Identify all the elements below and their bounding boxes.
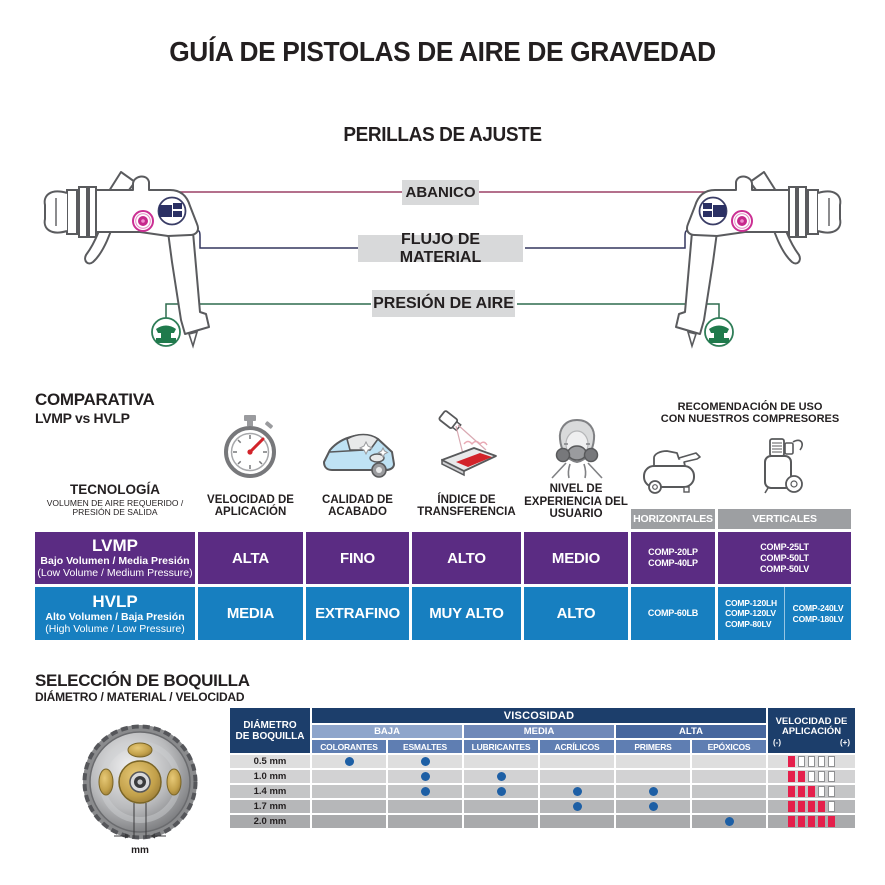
lvmp-indice-cell: ALTO: [412, 532, 521, 584]
application-speed-cell: [768, 755, 855, 768]
material-compatibility-cell: [312, 770, 386, 783]
material-compatibility-cell: [692, 815, 766, 828]
nozzle-diameter: 1.0 mm: [230, 770, 310, 783]
hvlp-horizontales-cell: COMP-60LB: [631, 587, 715, 640]
speed-bar-icon: [818, 786, 825, 797]
material-header: LUBRICANTES: [464, 740, 538, 753]
speed-bar-icon: [818, 771, 825, 782]
material-compatibility-cell: [692, 800, 766, 813]
lvmp-velocidad-cell: ALTA: [198, 532, 303, 584]
comparativa-subheading: LVMP vs HVLP: [35, 410, 130, 426]
velocity-minus: (-): [773, 737, 781, 747]
hvlp-verticales-cell: [718, 587, 851, 640]
hvlp-indice-cell: MUY ALTO: [412, 587, 521, 640]
nozzle-photo: [68, 712, 212, 852]
material-compatibility-cell: [388, 755, 462, 768]
application-speed-cell: [768, 770, 855, 783]
material-compatibility-cell: [540, 815, 614, 828]
material-header: ACRÍLICOS: [540, 740, 614, 753]
speed-bar-icon: [808, 756, 815, 767]
speed-bar-icon: [798, 786, 805, 797]
nozzle-row: [230, 815, 855, 828]
respirator-mask-icon: [548, 416, 606, 480]
material-compatibility-cell: [464, 755, 538, 768]
speed-bar-icon: [808, 786, 815, 797]
nozzle-selection-table: [228, 706, 857, 830]
hvlp-verticales-group-b: COMP-240LV COMP-180LV: [784, 587, 851, 640]
compatibility-dot-icon: [573, 787, 582, 796]
col-header-velocidad: VELOCIDAD DE APLICACIÓN: [207, 493, 294, 518]
col-header-nivel: NIVEL DE EXPERIENCIA DEL USUARIO: [524, 483, 628, 521]
hvlp-nivel-cell: ALTO: [524, 587, 628, 640]
compatibility-dot-icon: [345, 757, 354, 766]
material-compatibility-cell: [312, 800, 386, 813]
velocity-plus: (+): [840, 737, 850, 747]
speed-bar-icon: [788, 801, 795, 812]
speed-bar-icon: [808, 801, 815, 812]
boquilla-heading: SELECCIÓN DE BOQUILLA: [35, 671, 250, 690]
speed-bar-icon: [788, 771, 795, 782]
col-header-tecnologia: TECNOLOGÍA VOLUMEN DE AIRE REQUERIDO / PRESIÓN DE SALIDA: [46, 482, 184, 517]
material-compatibility-cell: [388, 800, 462, 813]
speed-bar-icon: [828, 786, 835, 797]
speed-bar-icon: [828, 756, 835, 767]
col-header-calidad: CALIDAD DE ACABADO: [322, 493, 393, 518]
speed-bar-icon: [808, 816, 815, 827]
speed-bar-icon: [798, 801, 805, 812]
application-speed-cell: [768, 815, 855, 828]
nozzle-row: [230, 785, 855, 798]
material-compatibility-cell: [540, 785, 614, 798]
material-compatibility-cell: [464, 815, 538, 828]
spray-test-icon: [434, 410, 500, 478]
material-compatibility-cell: [616, 755, 690, 768]
material-compatibility-cell: [616, 785, 690, 798]
viscosity-group-media: MEDIA: [464, 725, 614, 738]
hvlp-verticales-group-a: COMP-120LH COMP-120LV COMP-80LV: [725, 597, 777, 629]
nozzle-row: [230, 800, 855, 813]
speed-bar-icon: [808, 771, 815, 782]
diameter-corner-header: DIÁMETRO DE BOQUILLA: [230, 708, 310, 753]
compatibility-dot-icon: [497, 772, 506, 781]
comparativa-heading: COMPARATIVA: [35, 390, 155, 409]
abanico-label: ABANICO: [402, 180, 479, 205]
nozzle-row: [230, 755, 855, 768]
material-compatibility-cell: [540, 800, 614, 813]
speed-bar-icon: [818, 816, 825, 827]
speed-bar-icon: [828, 801, 835, 812]
material-compatibility-cell: [464, 770, 538, 783]
material-compatibility-cell: [616, 815, 690, 828]
compatibility-dot-icon: [421, 757, 430, 766]
compatibility-dot-icon: [649, 787, 658, 796]
speed-bar-icon: [828, 771, 835, 782]
presion-aire-label: PRESIÓN DE AIRE: [372, 290, 515, 317]
material-compatibility-cell: [464, 800, 538, 813]
material-compatibility-cell: [616, 800, 690, 813]
material-compatibility-cell: [692, 755, 766, 768]
speed-bar-icon: [788, 816, 795, 827]
speed-bar-icon: [798, 756, 805, 767]
boquilla-subheading: DIÁMETRO / MATERIAL / VELOCIDAD: [35, 690, 245, 704]
viscosity-group-baja: BAJA: [312, 725, 462, 738]
application-speed-cell: [768, 785, 855, 798]
material-compatibility-cell: [312, 755, 386, 768]
speed-bar-icon: [818, 801, 825, 812]
hvlp-velocidad-cell: MEDIA: [198, 587, 303, 640]
mm-label: mm: [131, 845, 149, 856]
velocity-title: VELOCIDAD DE APLICACIÓN: [775, 715, 848, 737]
compatibility-dot-icon: [573, 802, 582, 811]
lvmp-nivel-cell: MEDIO: [524, 532, 628, 584]
hvlp-calidad-cell: EXTRAFINO: [306, 587, 409, 640]
compatibility-dot-icon: [725, 817, 734, 826]
spray-gun-left-illustration: [45, 172, 209, 346]
material-compatibility-cell: [540, 770, 614, 783]
car-icon: [320, 424, 398, 478]
stopwatch-icon: [221, 414, 279, 480]
nozzle-diameter: 2.0 mm: [230, 815, 310, 828]
perillas-heading: PERILLAS DE AJUSTE: [343, 124, 542, 146]
speed-bar-icon: [788, 786, 795, 797]
compatibility-dot-icon: [421, 772, 430, 781]
col-header-verticales: VERTICALES: [718, 509, 851, 529]
application-speed-cell: [768, 800, 855, 813]
nozzle-diameter: 0.5 mm: [230, 755, 310, 768]
lvmp-horizontales-cell: COMP-20LP COMP-40LP: [631, 532, 715, 584]
speed-bar-icon: [798, 771, 805, 782]
compatibility-dot-icon: [649, 802, 658, 811]
material-compatibility-cell: [312, 815, 386, 828]
material-compatibility-cell: [388, 770, 462, 783]
material-header: COLORANTES: [312, 740, 386, 753]
hvlp-tech-cell: HVLP Alto Volumen / Baja Presión (High Volume / Low Pressure): [35, 587, 195, 640]
compatibility-dot-icon: [421, 787, 430, 796]
material-header: EPÓXICOS: [692, 740, 766, 753]
material-compatibility-cell: [692, 785, 766, 798]
material-compatibility-cell: [312, 785, 386, 798]
nozzle-row: [230, 770, 855, 783]
recommendation-heading: RECOMENDACIÓN DE USO CON NUESTROS COMPRESORES: [660, 401, 840, 425]
speed-bar-icon: [798, 816, 805, 827]
nozzle-diameter: 1.4 mm: [230, 785, 310, 798]
material-header: PRIMERS: [616, 740, 690, 753]
speed-bar-icon: [828, 816, 835, 827]
speed-bar-icon: [788, 756, 795, 767]
viscosity-group-alta: ALTA: [616, 725, 766, 738]
compatibility-dot-icon: [497, 787, 506, 796]
nozzle-diameter: 1.7 mm: [230, 800, 310, 813]
lvmp-tech-cell: LVMP Bajo Volumen / Media Presión (Low Volume / Medium Pressure): [35, 532, 195, 584]
viscosidad-header: VISCOSIDAD: [312, 708, 766, 723]
material-compatibility-cell: [388, 815, 462, 828]
material-header: ESMALTES: [388, 740, 462, 753]
velocity-header: [768, 708, 855, 753]
page-title: GUÍA DE PISTOLAS DE AIRE DE GRAVEDAD: [169, 36, 716, 67]
lvmp-calidad-cell: FINO: [306, 532, 409, 584]
speed-bar-icon: [818, 756, 825, 767]
horizontal-compressor-icon: [640, 448, 704, 494]
lvmp-verticales-cell: COMP-25LT COMP-50LT COMP-50LV: [718, 532, 851, 584]
flujo-material-label: FLUJO DE MATERIAL: [358, 235, 523, 262]
col-header-horizontales: HORIZONTALES: [631, 509, 715, 529]
material-compatibility-cell: [464, 785, 538, 798]
col-header-indice: ÍNDICE DE TRANSFERENCIA: [417, 493, 516, 518]
spray-gun-right-illustration: [676, 172, 840, 346]
material-compatibility-cell: [540, 755, 614, 768]
material-compatibility-cell: [388, 785, 462, 798]
vertical-compressor-icon: [758, 436, 806, 496]
material-compatibility-cell: [692, 770, 766, 783]
material-compatibility-cell: [616, 770, 690, 783]
